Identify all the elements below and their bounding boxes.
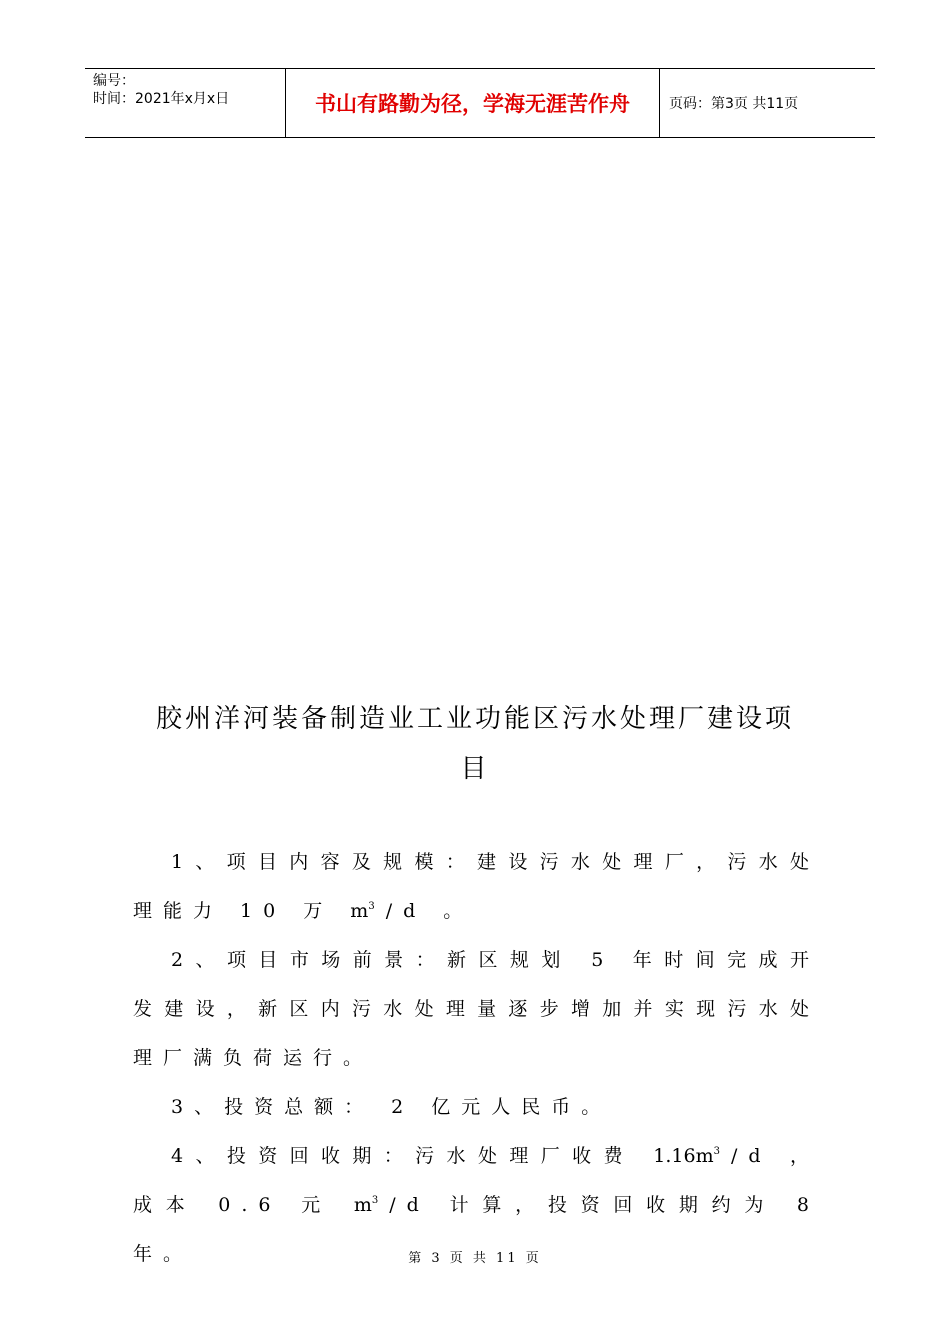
paragraph-payback-text-end: /d 计算，投资回收期约为 8 年。: [133, 1194, 820, 1265]
unit-superscript: 3: [371, 1195, 390, 1206]
page-header: [85, 68, 875, 138]
document-body: [133, 838, 820, 1279]
unit-superscript: 3: [713, 1146, 731, 1157]
paragraph-investment: 3、投资总额： 2 亿元人民币。: [171, 1096, 612, 1118]
title-line-2: 目: [460, 754, 490, 784]
document-date-label: 时间：2021年x月x日: [93, 91, 230, 107]
document-title: [100, 694, 850, 794]
document-number-label: 编号：: [93, 73, 135, 89]
paragraph-market: 2、项目市场前景：新区规划 5 年时间完成开发建设，新区内污水处理量逐步增加并实现污水处理厂满负荷运行。: [133, 949, 820, 1069]
unit-text: m: [350, 900, 369, 922]
paragraph-payback-text-mid: /d ，成本 0.6 元: [133, 1145, 820, 1216]
paragraph-payback-text: 4、投资回收期：污水处理厂收费: [171, 1145, 654, 1167]
header-page-number: 页码：第3页 共11页: [669, 96, 799, 112]
unit-text: 1.16m: [653, 1145, 714, 1167]
unit-superscript: 3: [368, 901, 386, 912]
paragraph-scale-text-end: /d 。: [385, 900, 474, 922]
paragraph-scale-text: 1、项目内容及规模：建设污水处理厂，污水处理能力 10 万: [133, 851, 820, 922]
page-footer: 第 3 页 共 11 页: [408, 1251, 542, 1266]
header-motto: 书山有路勤为径，学海无涯苦作舟: [286, 69, 660, 137]
title-line-1: 胶州洋河装备制造业工业功能区污水处理厂建设项: [155, 704, 794, 734]
paragraph-scale: [133, 838, 820, 936]
header-meta: [85, 69, 286, 137]
unit-text: m: [353, 1194, 372, 1216]
